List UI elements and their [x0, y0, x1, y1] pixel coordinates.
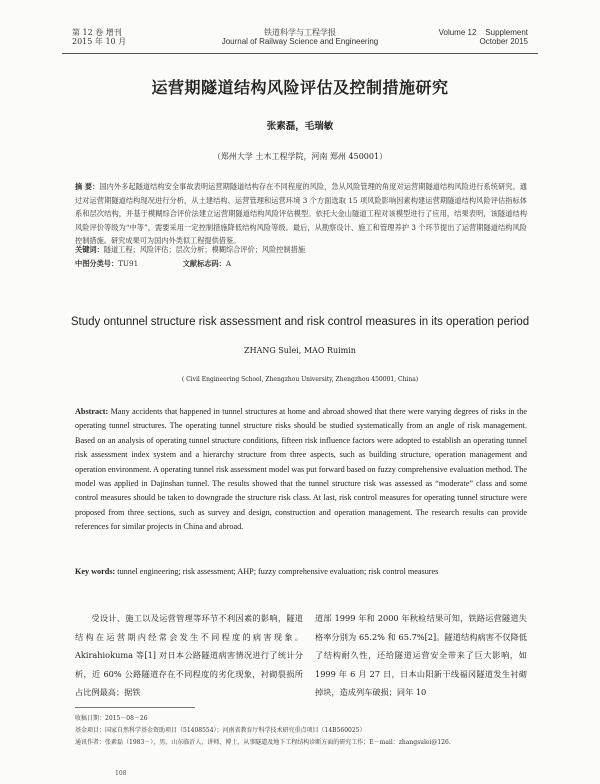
affiliation-cn: （郑州大学 土木工程学院，河南 郑州 450001） — [212, 152, 388, 161]
keywords-cn-text: 隧道工程；风险评估；层次分析；模糊综合评价；风险控制措施 — [103, 245, 306, 254]
abstract-cn — [75, 180, 527, 248]
abstract-cn-text: 国内外多起隧道结构安全事故表明运营期隧道结构存在不同程度的风险，急从风险管理的角度对运营期隧道结构风险进行系统研究。通过对运营期隧道结构现况进行分析，从土建结构、运营管理和运营环境 3 个方面选取 15 项风险影响因素构建运营期隧道结构风险评估指标体系和层次结构，并基于模糊综合评价法建立运营期隧道结构风险评估模型。依托大金山隧道工程对该模型进行了应用，结果表明，该隧道结构风险评价等级为“中等”，需要采用一定控制措施降低结构风险等级。最后，从勘察设计、施工和管理养护 3 个环节提出了运营期隧道结构风险控制措施。研究成果可为国内外类似工程提供借鉴。 — [75, 182, 527, 245]
keywords-cn-label: 关键词： — [75, 245, 104, 254]
abstract-cn-label: 摘 要： — [75, 182, 100, 191]
classification-cn — [75, 257, 527, 271]
header-date-en: October 2015 — [479, 37, 528, 46]
header-volume-en: Volume 12 Supplement — [438, 28, 528, 37]
keywords-en-text: tunnel engineering; risk assessment; AHP; fuzzy comprehensive evaluation; risk control measures — [117, 567, 439, 576]
footnote-received: 收稿日期：2015－08－26 — [75, 715, 148, 722]
clc-label: 中图分类号： — [75, 259, 119, 268]
abstract-en-label: Abstract: — [75, 407, 109, 416]
clc-value: TU91 — [118, 259, 139, 268]
authors-cn: 张素磊，毛瑞敏 — [266, 121, 334, 132]
abstract-en-text: Many accidents that happened in tunnel structures at home and abroad showed that there were varying degrees of risks in the operating tunnel structures. The operating tunnel structure risks should be studied systematically from an angle of risk management. Based on an analysis of operating tunnel structure conditions, fifteen risk influence factors were adopted to establish an operating tunnel risk assessment index system and a hierarchy structure from three aspects, such as building structure, operation management and operation environment. A operating tunnel risk assessment model was put forward based on fuzzy comprehensive evaluation method. The model was applied in Dajinshan tunnel. The results showed that the tunnel structure risk was assessed as “moderate” class and some control measures should be taken to downgrade the structure risk class. At last, risk control measures for operating tunnel structure were proposed from three sections, such as survey and design, construction and operation management. The research results can provide references for similar projects in China and abroad. — [75, 407, 527, 532]
footnote-fund: 基金项目：国家自然科学基金资助项目（51408554）；河南省教育厅科学技术研究重点项目（14B560025） — [75, 727, 366, 734]
authors-en: ZHANG Sulei, MAO Ruimin — [244, 346, 356, 355]
header-journal-cn: 铁道科学与工程学报 — [264, 28, 336, 37]
paper-title-en: Study ontunnel structure risk assessment and risk control measures in its operation period — [70, 316, 530, 328]
keywords-en — [75, 565, 527, 579]
footnote-divider — [75, 707, 195, 708]
keywords-en-label: Key words: — [75, 567, 116, 576]
header-volume-cn: 第 12 卷 增刊 — [72, 28, 122, 37]
paper-title-cn: 运营期隧道结构风险评估及控制措施研究 — [151, 78, 449, 97]
footnote-author-bio: 通讯作者：张素磊（1983－），男，山东临沂人，讲师，博士，从事隧道及地下工程结构诊断方面的研究工作；E－mail：zhangsulei@126. — [75, 739, 451, 746]
header-right — [439, 28, 528, 46]
header-journal-en: Journal of Railway Science and Engineering — [221, 37, 379, 46]
affiliation-en: ( Civil Engineering School, Zhengzhou University, Zhengzhou 450001, China) — [181, 376, 419, 383]
header-divider — [62, 53, 538, 54]
keywords-cn — [75, 243, 527, 257]
header-date-cn: 2015 年 10 月 — [72, 37, 127, 46]
doc-code-value: A — [225, 259, 232, 268]
abstract-en — [75, 405, 527, 535]
page-number: 108 — [115, 770, 127, 777]
body-column-right: 道部 1999 年和 2000 年秋检结果可知，铁路运营隧道失格率分别为 65.2% 和 65.7%[2]。隧道结构病害不仅降低了结构耐久性，还给隧道运营安全带来了巨大影响，如 1999 年 6 月 27 日，日本山阳新干线福冈隧道发生衬砌掉块，造成列车破损；同年 10 — [315, 613, 527, 698]
body-column-left: 受设计、施工以及运营管理等环节不利因素的影响，隧道结构在运营期内经常会发生不同程度的病害现象。Akirahiokuma 等[1] 对日本公路隧道病害情况进行了统计分析，近 60% 公路隧道存在不同程度的劣化现象，衬砌裂损所占比例最高；据铁 — [75, 613, 303, 698]
doc-code-label: 文献标志码： — [182, 259, 226, 268]
